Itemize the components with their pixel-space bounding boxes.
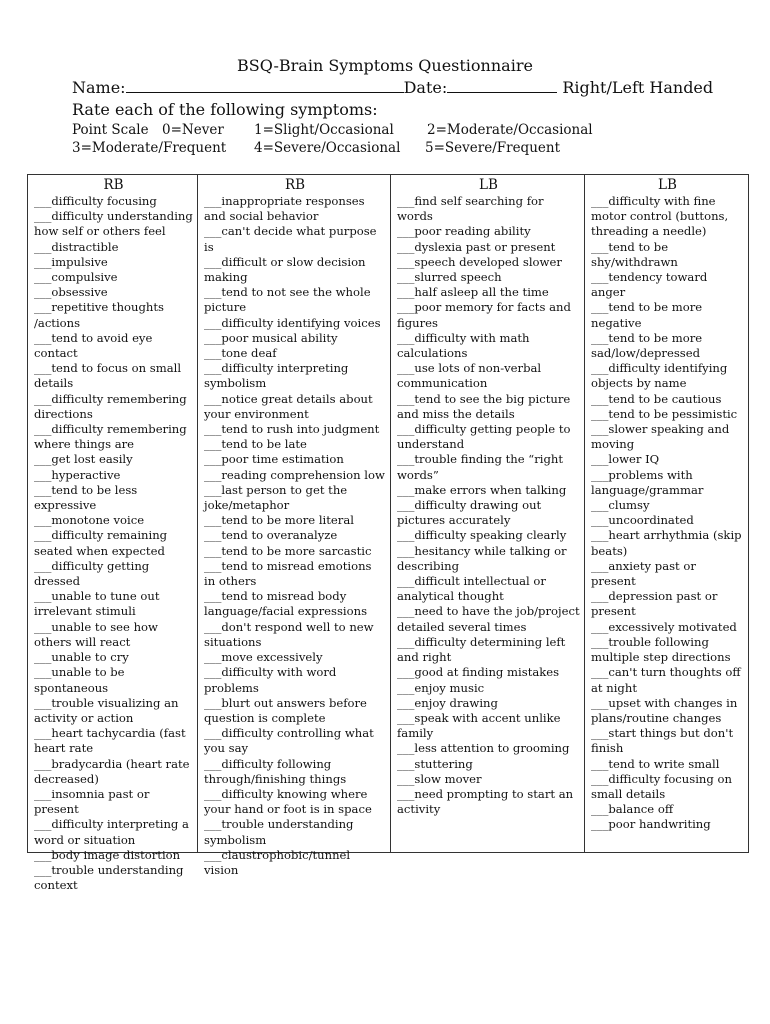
symptom-item[interactable]: ___tend to be pessimistic: [591, 406, 738, 421]
symptom-item[interactable]: ___tend to focus on small details: [34, 361, 182, 391]
symptom-item[interactable]: ___difficulty controlling what you say: [204, 726, 374, 756]
scale-4: 4=Severe/Occasional: [254, 140, 401, 156]
symptom-item[interactable]: ___claustrophobic/tunnel vision: [204, 847, 351, 877]
symptom-item[interactable]: ___upset with changes in plans/routine changes: [591, 695, 738, 725]
symptom-item[interactable]: ___poor memory for facts and figures: [397, 300, 571, 330]
rate-instruction: Rate each of the following symptoms:: [72, 100, 378, 119]
scale-1: 1=Slight/Occasional: [254, 122, 394, 138]
date-field[interactable]: [447, 78, 557, 93]
name-field[interactable]: [126, 78, 404, 93]
column-heading: RB: [284, 177, 306, 193]
symptom-item[interactable]: ___slurred speech: [397, 270, 502, 285]
symptom-item[interactable]: ___unable to tune out irrelevant stimuli: [34, 589, 160, 619]
symptom-item[interactable]: ___difficulty drawing out pictures accurately: [397, 498, 542, 528]
scale-3: 3=Moderate/Frequent: [72, 140, 227, 156]
symptom-item[interactable]: ___enjoy drawing: [397, 695, 498, 710]
symptom-item[interactable]: ___hesitancy while talking or describing: [397, 543, 567, 573]
symptom-item[interactable]: ___heart tachycardia (fast heart rate: [34, 726, 186, 756]
symptom-item[interactable]: ___tend to see the big picture and miss the details: [397, 391, 571, 421]
symptom-item[interactable]: ___difficulty with word problems: [204, 665, 337, 695]
symptom-item[interactable]: ___speech developed slower: [397, 254, 562, 269]
symptom-item[interactable]: ___excessively motivated: [591, 619, 737, 634]
symptom-item[interactable]: ___unable to see how others will react: [34, 619, 158, 649]
symptom-item[interactable]: ___difficulty remembering where things are: [34, 422, 187, 452]
scale-2: 2=Moderate/Occasional: [427, 122, 593, 138]
symptom-item[interactable]: ___anxiety past or present: [591, 558, 696, 589]
symptom-item[interactable]: ___heart arrhythmia (skip beats): [591, 528, 742, 558]
symptom-item[interactable]: ___depression past or present: [591, 589, 718, 619]
symptom-item[interactable]: ___poor musical ability: [204, 330, 338, 345]
symptom-item[interactable]: ___tend to not see the whole picture: [204, 285, 371, 315]
symptom-item[interactable]: ___trouble understanding symbolism: [204, 817, 354, 847]
symptom-item[interactable]: ___good at finding mistakes: [397, 665, 560, 680]
symptom-item[interactable]: ___difficulty interpreting symbolism: [204, 361, 349, 391]
symptom-item[interactable]: ___tone deaf: [204, 346, 277, 361]
symptom-list: [204, 194, 386, 878]
symptom-item[interactable]: ___make errors when talking: [397, 482, 567, 497]
symptom-item[interactable]: ___compulsive: [34, 270, 118, 285]
symptom-column-rb-1: [28, 175, 198, 893]
symptom-item[interactable]: ___bradycardia (heart rate decreased): [34, 756, 190, 786]
symptom-item[interactable]: ___poor time estimation: [204, 452, 344, 467]
symptom-item[interactable]: ___can't turn thoughts off at night: [591, 665, 741, 695]
symptom-item[interactable]: ___start things but don't finish: [591, 726, 734, 756]
symptom-item[interactable]: ___difficulty with fine motor control (buttons, threading a needle): [591, 194, 729, 239]
symptom-item[interactable]: ___don't respond well to new situations: [204, 619, 374, 649]
symptom-item[interactable]: ___move excessively: [204, 650, 323, 665]
symptom-item[interactable]: ___blurt out answers before question is complete: [204, 695, 367, 725]
symptom-item[interactable]: ___difficulty interpreting a word or situation: [34, 817, 189, 847]
column-heading: LB: [658, 177, 677, 193]
symptom-item[interactable]: ___tendency toward anger: [591, 270, 708, 300]
symptom-item[interactable]: ___trouble understanding context: [34, 862, 184, 893]
symptom-item[interactable]: ___use lots of non-verbal communication: [397, 361, 542, 391]
symptom-item[interactable]: ___tend to be late: [204, 437, 307, 452]
symptom-item[interactable]: ___difficulty with math calculations: [397, 330, 530, 361]
symptom-item[interactable]: ___difficulty identifying objects by name: [591, 361, 728, 391]
symptom-item[interactable]: ___need prompting to start an activity: [397, 786, 574, 817]
symptom-item[interactable]: ___tend to avoid eye contact: [34, 330, 153, 361]
symptom-item[interactable]: ___tend to be shy/withdrawn: [591, 239, 678, 269]
symptom-item[interactable]: ___last person to get the joke/metaphor: [204, 482, 348, 513]
symptom-item[interactable]: ___difficulty remaining seated when expected: [34, 528, 168, 558]
symptom-item[interactable]: ___tend to be more sad/low/depressed: [591, 330, 703, 361]
symptom-item[interactable]: ___can't decide what purpose is: [204, 224, 377, 254]
symptom-item[interactable]: ___difficulty identifying voices: [204, 315, 381, 330]
symptom-item[interactable]: ___obsessive: [34, 285, 108, 300]
symptom-item[interactable]: ___lower IQ: [591, 452, 660, 467]
symptom-item[interactable]: ___difficult or slow decision making: [204, 254, 366, 285]
symptom-item[interactable]: ___insomnia past or present: [34, 786, 150, 817]
symptom-item[interactable]: ___speak with accent unlike family: [397, 710, 561, 741]
symptom-item[interactable]: ___reading comprehension low: [204, 467, 385, 482]
symptom-item[interactable]: ___poor handwriting: [591, 817, 711, 832]
symptom-item[interactable]: ___trouble finding the “right words”: [397, 452, 564, 482]
symptom-item[interactable]: ___half asleep all the time: [397, 285, 549, 300]
symptom-item[interactable]: ___difficult intellectual or analytical thought: [397, 574, 546, 604]
handedness-label: Right/Left Handed: [562, 78, 714, 97]
symptom-column-rb-2: [198, 175, 391, 877]
symptom-item[interactable]: ___enjoy music: [397, 680, 485, 695]
symptom-item[interactable]: ___uncoordinated: [591, 513, 694, 528]
scale-0: 0=Never: [162, 122, 224, 138]
symptom-item[interactable]: ___monotone voice: [34, 513, 145, 528]
date-label: Date:: [403, 78, 448, 97]
column-heading: LB: [479, 177, 498, 193]
symptom-item[interactable]: ___difficulty getting dressed: [34, 558, 150, 589]
symptom-item[interactable]: ___tend to misread body language/facial expressions: [204, 589, 368, 619]
symptom-item[interactable]: ___hyperactive: [34, 467, 121, 482]
symptom-item[interactable]: ___impulsive: [34, 254, 108, 269]
symptom-item[interactable]: ___tend to be more sarcastic: [204, 543, 372, 558]
symptom-item[interactable]: ___inappropriate responses and social behavior: [204, 194, 365, 224]
symptom-item[interactable]: ___need to have the job/project detailed several times: [397, 604, 580, 634]
symptom-item[interactable]: ___slower speaking and moving: [591, 422, 730, 452]
symptom-item[interactable]: ___get lost easily: [34, 452, 133, 467]
symptom-item[interactable]: ___body image distortion: [34, 847, 181, 862]
symptom-item[interactable]: ___tend to be cautious: [591, 391, 722, 406]
symptom-item[interactable]: ___tend to misread emotions in others: [204, 558, 372, 589]
symptom-item[interactable]: ___clumsy: [591, 498, 650, 513]
symptom-item[interactable]: ___poor reading ability: [397, 224, 531, 239]
symptom-item[interactable]: ___difficulty speaking clearly: [397, 528, 567, 543]
symptom-item[interactable]: ___notice great details about your environment: [204, 391, 373, 421]
symptom-list: [34, 194, 193, 893]
symptom-item[interactable]: ___problems with language/grammar: [591, 467, 704, 497]
symptom-item[interactable]: ___find self searching for words: [397, 194, 544, 224]
symptom-item[interactable]: ___tend to be more negative: [591, 300, 703, 330]
page-title: BSQ-Brain Symptoms Questionnaire: [237, 56, 533, 75]
symptom-item[interactable]: ___repetitive thoughts /actions: [34, 300, 164, 330]
symptom-item[interactable]: ___balance off: [591, 802, 674, 817]
symptom-item[interactable]: ___difficulty focusing on small details: [591, 771, 732, 801]
symptom-item[interactable]: ___tend to write small: [591, 756, 720, 771]
symptom-item[interactable]: ___tend to overanalyze: [204, 528, 338, 543]
symptom-item[interactable]: ___less attention to grooming: [397, 741, 570, 756]
symptom-item[interactable]: ___slow mover: [397, 771, 482, 786]
symptom-item[interactable]: ___difficulty determining left and right: [397, 634, 566, 665]
symptom-item[interactable]: ___dyslexia past or present: [397, 239, 556, 254]
symptom-item[interactable]: ___tend to be less expressive: [34, 482, 138, 513]
symptom-item[interactable]: ___difficulty remembering directions: [34, 391, 187, 421]
symptom-item[interactable]: ___tend to rush into judgment: [204, 422, 380, 437]
symptom-item[interactable]: ___stuttering: [397, 756, 473, 771]
symptom-column-lb-1: [391, 175, 585, 852]
symptom-column-lb-2: [585, 175, 748, 852]
symptom-item[interactable]: ___difficulty knowing where your hand or foot is in space: [204, 786, 372, 817]
symptom-item[interactable]: ___difficulty following through/finishing things: [204, 756, 347, 786]
symptom-item[interactable]: ___difficulty getting people to understand: [397, 422, 571, 452]
symptom-item[interactable]: ___tend to be more literal: [204, 513, 354, 528]
name-label: Name:: [72, 78, 126, 97]
symptom-item[interactable]: ___distractible: [34, 239, 119, 254]
point-scale-label: Point Scale: [72, 122, 149, 138]
symptom-list: [591, 194, 744, 833]
symptom-item[interactable]: ___unable to cry: [34, 650, 129, 665]
symptom-item[interactable]: ___trouble visualizing an activity or action: [34, 695, 179, 725]
point-scale-row-2: [72, 140, 672, 158]
point-scale-row-1: [72, 122, 672, 140]
symptom-list: [397, 194, 580, 817]
symptom-table: [27, 174, 749, 893]
column-heading: RB: [103, 177, 124, 193]
symptom-item[interactable]: ___trouble following multiple step directions: [591, 634, 731, 665]
name-date-line: [72, 78, 713, 97]
scale-5: 5=Severe/Frequent: [425, 140, 560, 156]
symptom-item[interactable]: ___difficulty understanding how self or others feel: [34, 209, 193, 239]
symptom-item[interactable]: ___unable to be spontaneous: [34, 665, 125, 695]
symptom-item[interactable]: ___difficulty focusing: [34, 194, 157, 208]
